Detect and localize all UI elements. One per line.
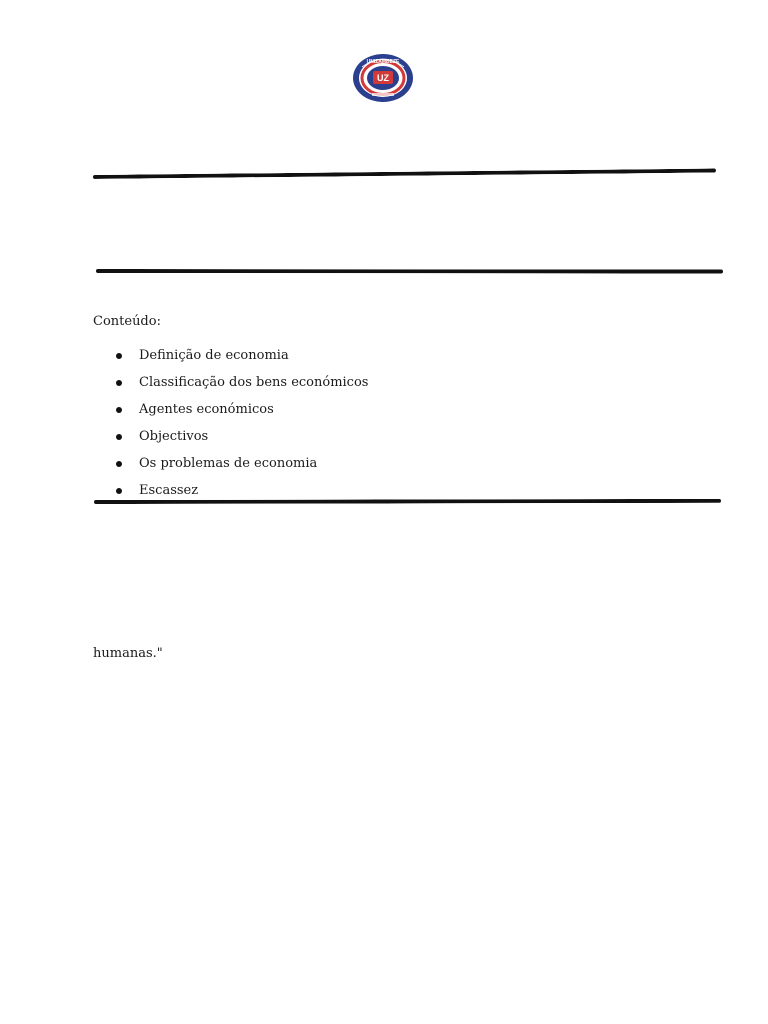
svg-text:UNIZAMBEZE: UNIZAMBEZE [366,59,400,65]
university-logo [352,53,414,103]
list-item: Agentes económicos [93,399,368,426]
list-item: Escassez [93,480,368,507]
bullet-icon [116,380,122,386]
body-text-fragment: humanas." [93,646,163,661]
bullet-icon [116,461,122,467]
list-item: Definição de economia [93,345,368,372]
contents-list [93,345,368,507]
list-item: Classificação dos bens económicos [93,372,368,399]
bullet-icon [116,434,122,440]
bullet-icon [116,488,122,494]
svg-text:UZ: UZ [377,73,389,83]
contents-heading: Conteúdo: [93,314,161,329]
bullet-icon [116,407,122,413]
horizontal-rule-bottom [94,499,721,504]
list-item: Os problemas de economia [93,453,368,480]
horizontal-rule-middle [96,269,723,274]
horizontal-rule-top [93,168,716,179]
list-item: Objectivos [93,426,368,453]
bullet-icon [116,353,122,359]
